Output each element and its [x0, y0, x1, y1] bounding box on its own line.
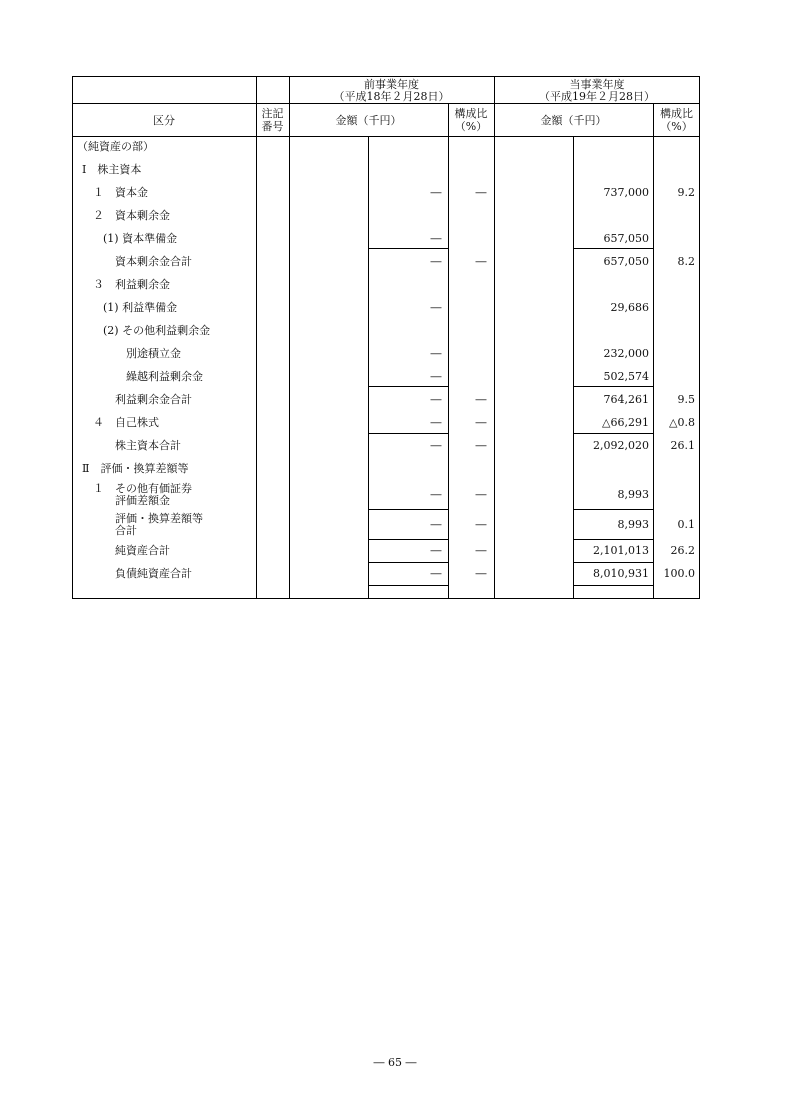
curr-total-cell: 2,092,020: [593, 439, 649, 452]
curr-ratio-cell: 9.5: [677, 393, 695, 406]
prev-total-cell: ―: [430, 186, 442, 199]
col-amount-curr-header: 金額（千円）: [540, 114, 607, 127]
col-ratio-prev-header-line1: 構成比: [454, 107, 488, 120]
curr-detail-cell: 502,574: [603, 370, 649, 383]
prev-detail-cell: ―: [430, 347, 442, 360]
curr-total-cell: 764,261: [603, 393, 649, 406]
prev-total-cell: ―: [430, 544, 442, 557]
row-label: １ 資本金: [93, 186, 148, 199]
row-label: 別途積立金: [126, 347, 181, 360]
subtotal-line: [368, 562, 448, 563]
subtotal-line: [573, 562, 653, 563]
row-label: (1) 資本準備金: [103, 232, 178, 245]
curr-ratio-cell: 9.2: [677, 186, 695, 199]
prev-ratio-cell: ―: [475, 416, 487, 429]
curr-year-label: 当事業年度: [569, 78, 625, 91]
prev-year-label: 前事業年度: [364, 78, 419, 91]
prev-total-cell: ―: [430, 393, 442, 406]
prev-total-cell: ―: [430, 416, 442, 429]
row-label: ４ 自己株式: [93, 416, 159, 429]
col-line-amount-curr: [494, 76, 495, 599]
row-label-line1: １ その他有価証券: [93, 482, 192, 495]
curr-total-cell: 8,010,931: [593, 567, 649, 580]
prev-total-cell: ―: [430, 439, 442, 452]
subtotal-line: [573, 433, 653, 434]
prev-detail-cell: ―: [430, 301, 442, 314]
prev-detail-cell: ―: [430, 232, 442, 245]
curr-detail-cell: 29,686: [610, 301, 649, 314]
subcol-line-prev: [368, 136, 369, 599]
subtotal-line: [368, 433, 448, 434]
header-divider-lower: [72, 136, 700, 137]
prev-total-cell: ―: [430, 255, 442, 268]
row-label: 繰越利益剰余金: [126, 370, 203, 383]
row-label: 資本剰余金合計: [115, 255, 192, 268]
col-ratio-prev-header-line2: （%）: [454, 120, 488, 133]
row-label: ３ 利益剰余金: [93, 278, 170, 291]
row-label-line1: 評価・換算差額等: [115, 512, 203, 525]
prev-ratio-cell: ―: [475, 255, 487, 268]
curr-ratio-cell: 100.0: [663, 567, 695, 580]
col-note-header-line2: 番号: [261, 120, 284, 133]
subtotal-line: [368, 509, 448, 510]
subtotal-line: [573, 386, 653, 387]
curr-year-date: （平成19年２月28日）: [539, 90, 655, 103]
row-label: Ⅱ 評価・換算差額等: [82, 462, 189, 475]
prev-ratio-cell: ―: [475, 567, 487, 580]
row-label: 負債純資産合計: [115, 567, 192, 580]
curr-total-cell: 657,050: [603, 255, 649, 268]
col-line-amount-prev: [289, 76, 290, 599]
subtotal-line: [573, 248, 653, 249]
col-category-header: 区分: [153, 114, 175, 127]
curr-ratio-cell: 8.2: [677, 255, 695, 268]
subtotal-line: [368, 248, 448, 249]
curr-ratio-cell: 26.1: [670, 439, 695, 452]
subtotal-line: [573, 509, 653, 510]
row-label-line2: 評価差額金: [115, 494, 170, 507]
prev-ratio-cell: ―: [475, 488, 487, 501]
prev-total-cell: ―: [430, 567, 442, 580]
col-line-note: [256, 76, 257, 599]
curr-total-cell: 737,000: [603, 186, 649, 199]
curr-total-cell: △66,291: [602, 416, 649, 429]
prev-total-cell: ―: [430, 518, 442, 531]
subtotal-line: [573, 539, 653, 540]
curr-ratio-cell: △0.8: [669, 416, 695, 429]
row-label: 純資産合計: [115, 544, 170, 557]
row-label: (2) その他利益剰余金: [103, 324, 211, 337]
prev-ratio-cell: ―: [475, 439, 487, 452]
row-label-line2: 合計: [115, 524, 137, 537]
curr-total-cell: 8,993: [617, 518, 649, 531]
prev-year-date: （平成18年２月28日）: [333, 90, 450, 103]
col-note-header-line1: 注記: [261, 107, 284, 120]
curr-detail-cell: 657,050: [603, 232, 649, 245]
curr-ratio-cell: 26.2: [670, 544, 695, 557]
page-number: ― 65 ―: [373, 1056, 417, 1069]
row-label: ２ 資本剰余金: [93, 209, 170, 222]
curr-detail-cell: 232,000: [603, 347, 649, 360]
subtotal-line: [368, 585, 448, 586]
prev-detail-cell: ―: [430, 370, 442, 383]
subtotal-line: [573, 585, 653, 586]
col-line-ratio-prev: [448, 103, 449, 599]
curr-ratio-cell: 0.1: [677, 518, 695, 531]
prev-ratio-cell: ―: [475, 186, 487, 199]
subtotal-line: [368, 386, 448, 387]
row-label: (1) 利益準備金: [103, 301, 178, 314]
prev-ratio-cell: ―: [475, 544, 487, 557]
curr-total-cell: 8,993: [617, 488, 649, 501]
prev-ratio-cell: ―: [475, 393, 487, 406]
row-label: 株主資本合計: [115, 439, 181, 452]
row-label: （純資産の部）: [77, 140, 154, 153]
header-divider-upper: [72, 103, 700, 104]
subtotal-line: [368, 539, 448, 540]
row-label: Ⅰ 株主資本: [82, 163, 142, 176]
prev-total-cell: ―: [430, 488, 442, 501]
row-label: 利益剰余金合計: [115, 393, 192, 406]
curr-total-cell: 2,101,013: [593, 544, 649, 557]
col-ratio-curr-header-line1: 構成比: [660, 107, 693, 120]
col-amount-prev-header: 金額（千円）: [335, 114, 402, 127]
prev-ratio-cell: ―: [475, 518, 487, 531]
col-ratio-curr-header-line2: （%）: [660, 120, 693, 133]
